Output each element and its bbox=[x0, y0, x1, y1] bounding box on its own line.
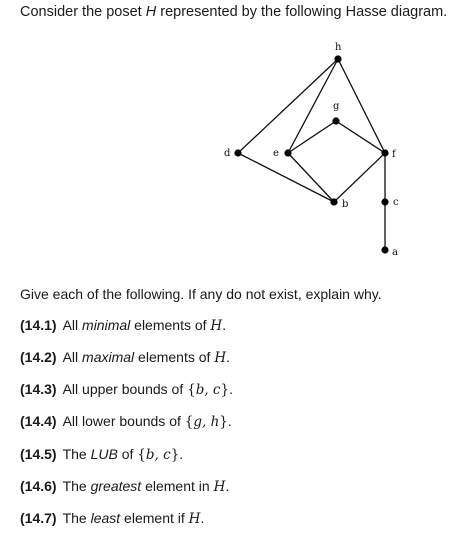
question-end: . bbox=[222, 317, 227, 333]
question-number: (14.4) bbox=[20, 413, 57, 429]
question-text: element in bbox=[141, 478, 214, 494]
node-label-g: g bbox=[333, 101, 340, 112]
node-label-a: a bbox=[392, 247, 398, 258]
question-end: . bbox=[200, 510, 205, 526]
question-emphasis: minimal bbox=[82, 317, 131, 333]
math-set: {b, c} bbox=[187, 382, 230, 398]
question-number: (14.5) bbox=[20, 446, 57, 462]
edge-d-b bbox=[238, 153, 334, 202]
node-label-e: e bbox=[273, 148, 279, 159]
node-b bbox=[330, 198, 337, 205]
question-number: (14.6) bbox=[20, 478, 57, 494]
question-item bbox=[20, 381, 233, 398]
edge-f-h bbox=[338, 59, 385, 153]
question-end: . bbox=[229, 381, 233, 397]
question-text: The bbox=[62, 478, 91, 494]
question-number: (14.1) bbox=[20, 317, 57, 333]
question-emphasis: LUB bbox=[90, 446, 118, 462]
edge-e-h bbox=[288, 59, 338, 153]
question-text: elements of bbox=[130, 317, 211, 333]
edge-d-h bbox=[238, 59, 338, 153]
math-symbol: H bbox=[213, 479, 226, 495]
question-text: The bbox=[62, 510, 91, 526]
intro-poset-symbol: H bbox=[145, 4, 157, 20]
node-label-d: d bbox=[224, 148, 231, 159]
math-symbol: H bbox=[188, 511, 201, 527]
question-number: (14.7) bbox=[20, 510, 57, 526]
edge-b-f bbox=[334, 153, 385, 202]
question-item bbox=[20, 446, 183, 463]
set-elements: g, h bbox=[193, 414, 220, 430]
instructions: Give each of the following. If any do not exist, explain why. bbox=[20, 286, 382, 302]
intro-text-after: represented by the following Hasse diagram. bbox=[156, 4, 448, 20]
question-end: . bbox=[225, 478, 230, 494]
node-d bbox=[234, 149, 241, 156]
math-symbol: H bbox=[210, 318, 223, 334]
edge-e-g bbox=[288, 121, 336, 153]
question-text: All bbox=[62, 349, 83, 365]
question-item bbox=[20, 349, 230, 366]
question-number: (14.3) bbox=[20, 381, 57, 397]
question-text: elements of bbox=[134, 349, 215, 365]
question-end: . bbox=[179, 446, 184, 462]
node-e bbox=[284, 149, 291, 156]
set-elements: b, c bbox=[195, 382, 221, 398]
math-set: {g, h} bbox=[184, 414, 228, 430]
edge-b-e bbox=[288, 153, 334, 202]
node-label-c: c bbox=[393, 197, 399, 208]
set-elements: b, c bbox=[145, 447, 171, 463]
question-emphasis: maximal bbox=[82, 349, 135, 365]
question-item bbox=[20, 510, 204, 527]
math-symbol: H bbox=[214, 350, 227, 366]
question-item bbox=[20, 478, 229, 495]
intro-text-before: Consider the poset bbox=[20, 4, 146, 20]
question-text: element if bbox=[120, 510, 189, 526]
question-text: The bbox=[62, 446, 91, 462]
question-text: of bbox=[117, 446, 138, 462]
node-label-b: b bbox=[342, 199, 349, 210]
math-set: {b, c} bbox=[137, 447, 180, 463]
question-emphasis: least bbox=[90, 510, 121, 526]
question-end: . bbox=[226, 349, 230, 365]
question-item bbox=[20, 317, 226, 334]
question-end: . bbox=[227, 413, 232, 429]
question-text: All bbox=[62, 317, 83, 333]
node-label-f: f bbox=[392, 149, 396, 160]
node-c bbox=[381, 198, 388, 205]
node-g bbox=[332, 117, 339, 124]
question-text: All upper bounds of bbox=[62, 381, 188, 397]
node-h bbox=[334, 55, 341, 62]
question-emphasis: greatest bbox=[90, 478, 142, 494]
node-a bbox=[381, 246, 388, 253]
question-item bbox=[20, 413, 232, 430]
node-f bbox=[381, 149, 388, 156]
question-text: All lower bounds of bbox=[62, 413, 185, 429]
question-number: (14.2) bbox=[20, 349, 57, 365]
node-label-h: h bbox=[335, 42, 342, 53]
